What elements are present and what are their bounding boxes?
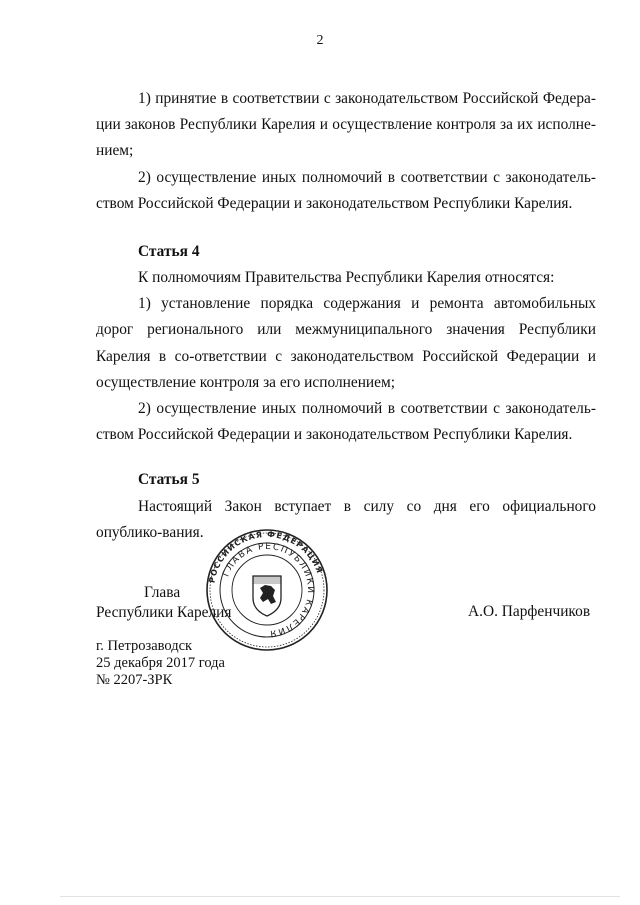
- page-number: 2: [316, 33, 324, 48]
- city: г. Петрозаводск: [96, 638, 193, 654]
- signature-title: [96, 583, 231, 623]
- article-4-intro: К полномочиям Правительства Республики Карелия относятся:: [138, 269, 555, 286]
- article-5-body: [96, 494, 596, 546]
- list-item-2: 2) осуществление иных полномочий в соответствии с законодатель-ством Российской Федерации и законодательством Республики Карелия.: [96, 168, 596, 212]
- article-4-body: [96, 265, 596, 448]
- signature-title-line1: Глава: [144, 584, 181, 601]
- article-4-item-1: 1) установление порядка содержания и ремонта автомобильных дорог регионального или межмуниципального значения Республики Карелия в со-ответствии с законодательством Российской Федерации и осуществление контроля за его исполнением;: [96, 295, 596, 391]
- law-number: № 2207-ЗРК: [96, 672, 173, 688]
- article-5-text: Настоящий Закон вступает в силу со дня его официального опублико-вания.: [96, 498, 596, 542]
- place-and-date: [96, 638, 225, 689]
- article-4-item-2: 2) осуществление иных полномочий в соответствии с законодатель-ством Российской Федерации и законодательством Республики Карелия.: [96, 400, 596, 444]
- powers-list-top: [96, 86, 596, 217]
- signatory-name: А.О. Парфенчиков: [468, 603, 591, 620]
- article-5-heading: Статья 5: [138, 471, 200, 488]
- coat-of-arms-icon: [253, 576, 281, 616]
- article-4-heading: Статья 4: [138, 243, 200, 260]
- seal-inner-text: ГЛАВА РЕСПУБЛИКИ КАРЕЛИЯ: [221, 541, 316, 639]
- scan-edge-line: [60, 896, 620, 897]
- list-item-1: 1) принятие в соответствии с законодательством Российской Федера-ции законов Республики Карелия и осуществление контроля за их исполне-нием;: [96, 90, 596, 160]
- date: 25 декабря 2017 года: [96, 655, 225, 671]
- seal-outer-text: РОССИЙСКАЯ ФЕДЕРАЦИЯ: [207, 529, 325, 584]
- signature-title-line2: Республики Карелия: [96, 604, 232, 621]
